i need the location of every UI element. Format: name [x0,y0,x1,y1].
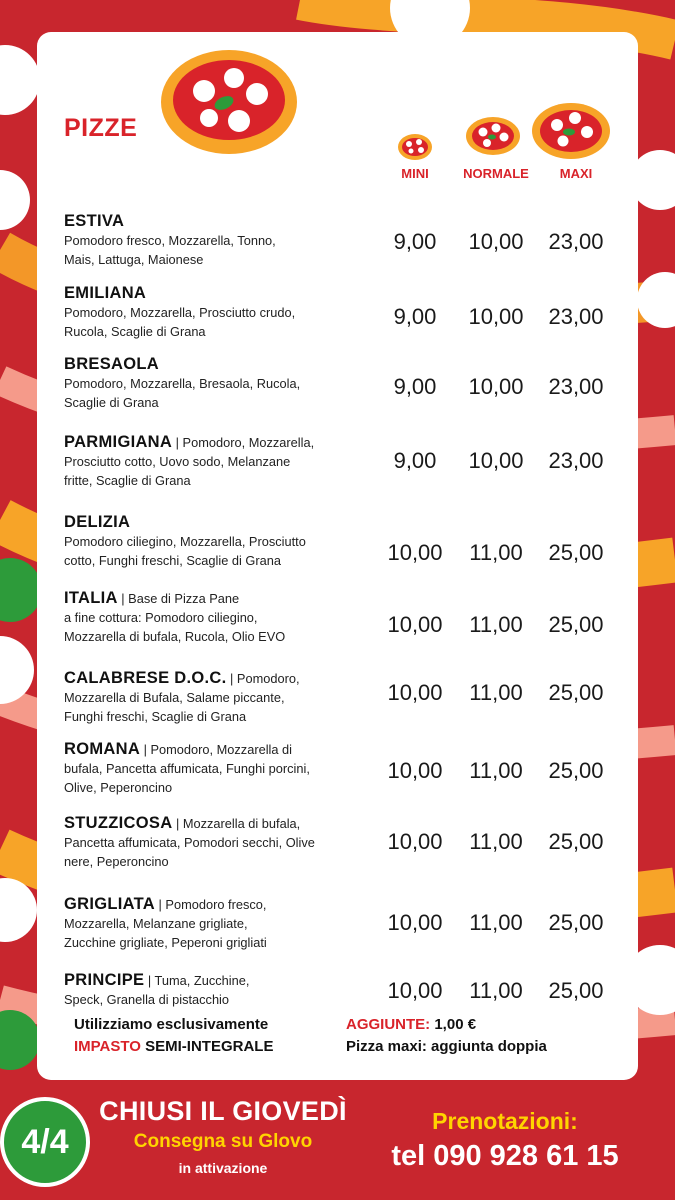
menu-item-desc: Pomodoro, Mozzarella, Bresaola, Rucola, Scaglie di Grana [64,376,301,410]
menu-item-price-mini: 10,00 [387,680,443,705]
menu-item-price-mini: 10,00 [387,829,443,854]
menu-item-name-row [64,212,354,231]
menu-item-price-maxi: 23,00 [548,448,604,473]
menu-item-name-row [64,895,354,914]
menu-item-desc: Speck, Granella di pistacchio [64,992,230,1007]
activation-info: in attivazione [178,1160,268,1176]
menu-item [64,895,354,952]
menu-item-name-row [64,513,354,532]
menu-item-name: PARMIGIANA [64,433,173,451]
menu-item-price-maxi: 23,00 [548,229,604,254]
extras-note-line2: Pizza maxi: aggiunta doppia [346,1038,547,1055]
extras-note [346,1014,547,1058]
menu-item-desc: Pomodoro fresco, Mozzarella, Tonno, Mais, Lattuga, Maionese [64,233,276,267]
menu-item [64,971,354,1009]
menu-item-price-maxi: 25,00 [548,540,604,565]
menu-item [64,669,354,726]
extras-value: 1,00 € [430,1016,477,1033]
menu-item-price-normale: 11,00 [469,680,523,705]
page-title: PIZZE [64,114,138,142]
menu-item-desc: Mozzarella, Melanzane grigliate, Zucchine grigliate, Peperoni grigliati [64,916,267,950]
menu-item-price-mini: 10,00 [387,612,443,637]
menu-item-price-normale: 11,00 [469,829,523,854]
menu-item-price-normale: 10,00 [468,229,524,254]
menu-item [64,433,354,490]
menu-item-price-mini: 10,00 [387,910,443,935]
menu-item-inline-desc: | Mozzarella di bufala, [172,816,301,831]
menu-item-desc: Pomodoro ciliegino, Mozzarella, Prosciutto cotto, Funghi freschi, Scaglie di Grana [64,534,306,568]
menu-item-price-normale: 10,00 [468,448,524,473]
menu-item-name: EMILIANA [64,284,147,302]
menu-item-name-row [64,355,354,374]
closed-day: CHIUSI IL GIOVEDÌ [99,1096,347,1126]
menu-item-name: ROMANA [64,740,141,758]
menu-item-price-maxi: 25,00 [548,978,604,1003]
menu-item-name: ITALIA [64,589,118,607]
menu-item-name-row [64,589,354,608]
menu-item-price-maxi: 23,00 [548,304,604,329]
size-label-maxi: MAXI [559,166,593,181]
menu-item [64,740,354,797]
menu-item-price-maxi: 25,00 [548,829,604,854]
dough-note-rest: SEMI-INTEGRALE [140,1038,274,1055]
menu-item-desc: Pancetta affumicata, Pomodori secchi, Olive nere, Peperoncino [64,835,315,869]
menu-item-name-row [64,814,354,833]
pizza-normale-icon [465,116,521,156]
menu-item-desc: a fine cottura: Pomodoro ciliegino, Mozzarella di bufala, Rucola, Olio EVO [64,610,286,644]
size-label-normale: NORMALE [463,166,529,181]
menu-item-desc: Pomodoro, Mozzarella, Prosciutto crudo, Rucola, Scaglie di Grana [64,305,296,339]
extras-label: AGGIUNTE: [346,1016,431,1033]
pizza-icon [159,46,299,156]
menu-item-price-mini: 10,00 [387,540,443,565]
menu-item-inline-desc: | Base di Pizza Pane [117,591,240,606]
menu-item-name-row [64,433,354,452]
menu-item-price-maxi: 25,00 [548,758,604,783]
menu-item-price-normale: 10,00 [468,374,524,399]
menu-item [64,284,354,341]
pizza-mini-icon [397,133,433,161]
size-label-mini: MINI [401,166,429,181]
menu-item-price-mini: 9,00 [393,304,437,329]
dough-note-line2 [74,1036,273,1058]
extras-note-line1 [346,1014,547,1036]
menu-item-price-mini: 10,00 [387,758,443,783]
menu-item [64,212,354,269]
menu-item-name: PRINCIPE [64,971,145,989]
menu-item-price-mini: 10,00 [387,978,443,1003]
menu-item-inline-desc: | Pomodoro fresco, [155,897,267,912]
menu-item-name: GRIGLIATA [64,895,155,913]
menu-item-price-normale: 11,00 [469,978,523,1003]
menu-item-price-mini: 9,00 [393,374,437,399]
menu-item-desc: Mozzarella di Bufala, Salame piccante, Funghi freschi, Scaglie di Grana [64,690,285,724]
page-indicator: 4/4 [0,1097,90,1187]
menu-card [37,32,638,1080]
menu-item-name: ESTIVA [64,212,125,230]
menu-item-inline-desc: | Pomodoro, Mozzarella, [172,435,315,450]
menu-item-price-maxi: 25,00 [548,910,604,935]
pizza-maxi-icon [531,102,611,160]
menu-item-name-row [64,971,354,990]
menu-item-inline-desc: | Tuma, Zucchine, [144,973,250,988]
menu-item-inline-desc: | Pomodoro, [226,671,300,686]
booking-label: Prenotazioni: [432,1108,578,1134]
menu-item-price-maxi: 23,00 [548,374,604,399]
menu-item-name-row [64,669,354,688]
menu-item-desc: bufala, Pancetta affumicata, Funghi porcini, Olive, Peperoncino [64,761,310,795]
menu-item-desc: Prosciutto cotto, Uovo sodo, Melanzane fritte, Scaglie di Grana [64,454,291,488]
dough-note [74,1014,273,1058]
menu-item-name: BRESAOLA [64,355,159,373]
menu-item-name: CALABRESE D.O.C. [64,669,227,687]
booking-phone[interactable]: tel 090 928 61 15 [391,1140,619,1172]
menu-item [64,355,354,412]
menu-item [64,589,354,646]
menu-item-price-mini: 9,00 [393,448,437,473]
menu-item-inline-desc: | Pomodoro, Mozzarella di [140,742,293,757]
menu-item-name: STUZZICOSA [64,814,173,832]
dough-note-line1: Utilizziamo esclusivamente [74,1016,269,1033]
menu-item-name-row [64,740,354,759]
menu-item-price-maxi: 25,00 [548,680,604,705]
menu-item-price-mini: 9,00 [393,229,437,254]
delivery-info: Consegna su Glovo [133,1131,313,1152]
menu-item-name: DELIZIA [64,513,131,531]
menu-item [64,814,354,871]
menu-item-price-normale: 11,00 [469,612,523,637]
menu-item-price-normale: 11,00 [469,540,523,565]
menu-item-name-row [64,284,354,303]
menu-item-price-normale: 10,00 [468,304,524,329]
menu-item [64,513,354,570]
dough-note-highlight: IMPASTO [74,1038,141,1055]
menu-item-price-normale: 11,00 [469,758,523,783]
menu-item-price-maxi: 25,00 [548,612,604,637]
menu-item-price-normale: 11,00 [469,910,523,935]
